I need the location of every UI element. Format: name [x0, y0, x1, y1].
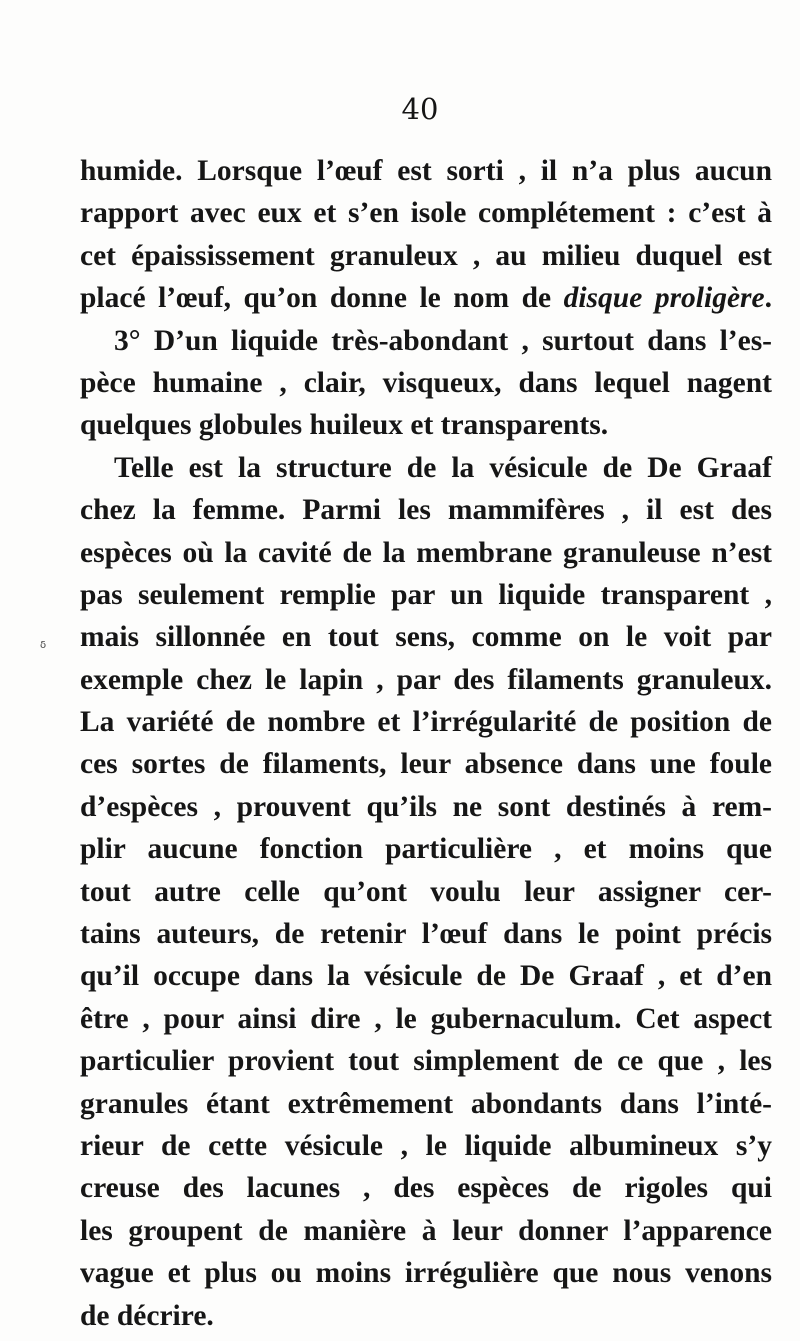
- text-line: [80, 998, 772, 1040]
- text-line: [80, 192, 772, 234]
- text-line: [80, 447, 772, 489]
- text-line: [80, 701, 772, 743]
- text-line-content: vague et plus ou moins irrégulière que nous venons: [80, 1257, 772, 1290]
- text-line-content: quelques globules huileux et transparents.: [80, 409, 609, 442]
- text-line-tail: .: [764, 282, 772, 315]
- text-line-content: espèces où la cavité de la membrane granuleuse n’est: [80, 536, 772, 569]
- text-line: [80, 1083, 772, 1125]
- text-line: [80, 1210, 772, 1252]
- body-text: [80, 150, 772, 1337]
- text-line: [80, 786, 772, 828]
- text-line-content: mais sillonnée en tout sens, comme on le voit par: [80, 621, 772, 654]
- text-line-content: granules étant extrêmement abondants dans l’inté-: [80, 1087, 772, 1120]
- text-line: [80, 150, 772, 192]
- text-line: [80, 362, 772, 404]
- italic-term: disque proligère: [563, 282, 765, 315]
- text-line: [80, 489, 772, 531]
- text-line-content: particulier provient tout simplement de ce que , les: [80, 1045, 772, 1078]
- text-line-content: 3° D’un liquide très-abondant , surtout dans l’es-: [114, 324, 772, 357]
- text-line-content: exemple chez le lapin , par des filaments granuleux.: [80, 663, 772, 696]
- text-line-content: cet épaississement granuleux , au milieu duquel est: [80, 239, 772, 272]
- text-line-content: chez la femme. Parmi les mammifères , il est des: [80, 494, 772, 527]
- stray-mark: δ: [40, 640, 47, 651]
- text-line-content: être , pour ainsi dire , le gubernaculum. Cet aspect: [80, 1002, 772, 1035]
- text-line-content: La variété de nombre et l’irrégularité de position de: [80, 706, 772, 739]
- text-line-content: pas seulement remplie par un liquide transparent ,: [80, 578, 772, 611]
- text-line-content: tains auteurs, de retenir l’œuf dans le point précis: [80, 918, 772, 951]
- text-line: [80, 277, 772, 319]
- text-line: [80, 532, 772, 574]
- text-line: [80, 1252, 772, 1294]
- text-line: [80, 235, 772, 277]
- text-line: [80, 659, 772, 701]
- text-line-content: qu’il occupe dans la vésicule de De Graaf , et d’en: [80, 960, 772, 993]
- text-line-content: tout autre celle qu’ont voulu leur assigner cer-: [80, 875, 772, 908]
- text-line: [80, 913, 772, 955]
- text-line-content: creuse des lacunes , des espèces de rigoles qui: [80, 1172, 772, 1205]
- text-line: [80, 1295, 772, 1337]
- text-line: [80, 871, 772, 913]
- text-line: [80, 1125, 772, 1167]
- text-line-content: rapport avec eux et s’en isole complétement : c’est à: [80, 197, 772, 230]
- text-line: [80, 1167, 772, 1209]
- text-line-content: de décrire.: [80, 1299, 214, 1332]
- text-line-content: humide. Lorsque l’œuf est sorti , il n’a plus aucun: [80, 155, 772, 187]
- text-line: [80, 1040, 772, 1082]
- text-line-content: Telle est la structure de la vésicule de De Graaf: [114, 451, 772, 484]
- text-line-content: placé l’œuf, qu’on donne le nom de: [80, 282, 564, 315]
- text-line: [80, 574, 772, 616]
- page-number: 40: [401, 92, 439, 126]
- text-line-content: d’espèces , prouvent qu’ils ne sont destinés à rem-: [80, 790, 772, 823]
- text-line-content: rieur de cette vésicule , le liquide albumineux s’y: [80, 1129, 772, 1162]
- text-line: [80, 404, 772, 446]
- text-line-content: les groupent de manière à leur donner l’apparence: [80, 1214, 772, 1247]
- text-line: [80, 828, 772, 870]
- text-line: [80, 743, 772, 785]
- text-line-content: ces sortes de filaments, leur absence dans une foule: [80, 748, 772, 781]
- text-line-content: plir aucune fonction particulière , et moins que: [80, 833, 772, 866]
- text-line: [80, 955, 772, 997]
- text-line-content: pèce humaine , clair, visqueux, dans lequel nagent: [80, 366, 772, 399]
- text-line: [80, 616, 772, 658]
- text-line: [80, 320, 772, 362]
